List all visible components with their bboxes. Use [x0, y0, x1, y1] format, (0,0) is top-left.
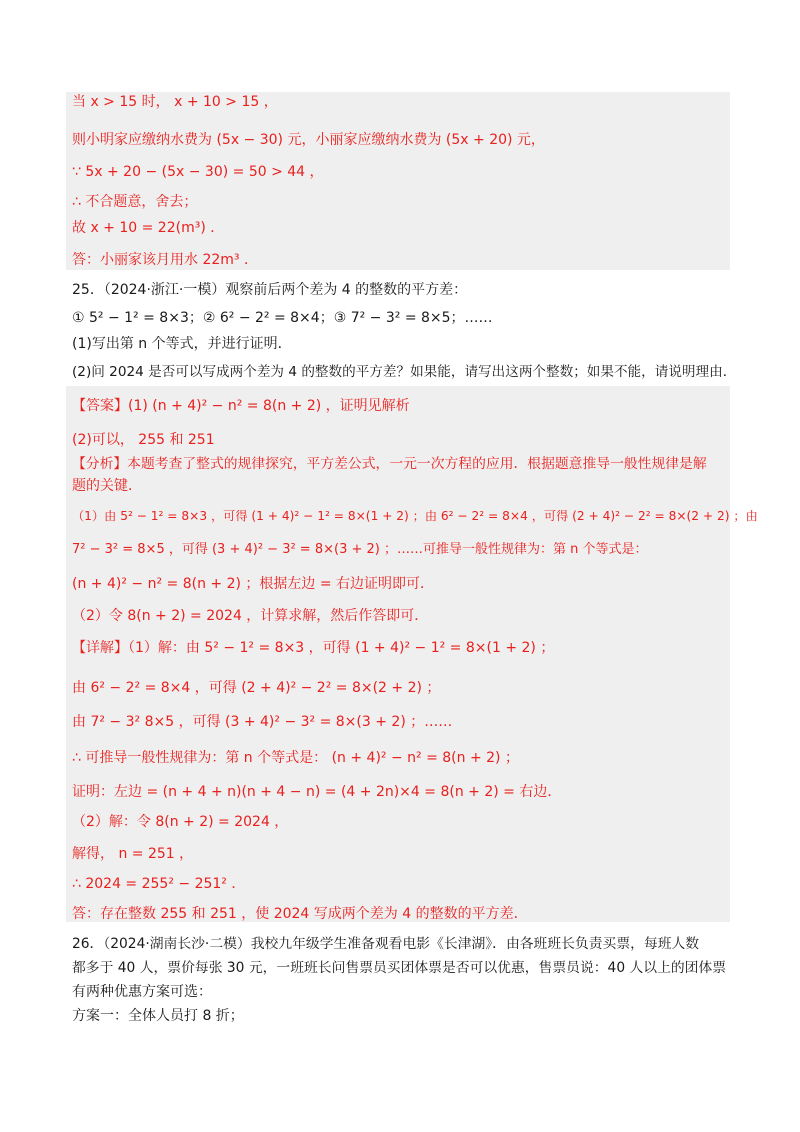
question-25-title: 25．（2024·浙江·一模）观察前后两个差为 4 的整数的平方差： — [72, 282, 468, 298]
question-26-line: 都多于 40 人，票价每张 30 元，一班班长问售票员买团体票是否可以优惠，售票员说：40 人以上的团体票 — [72, 960, 727, 976]
solution-answer: 答：小丽家该月用水 22m³ ． — [72, 252, 258, 268]
analysis-line: （2）令 8(n + 2) = 2024 ，计算求解，然后作答即可． — [72, 608, 429, 624]
solution-line: 故 x + 10 = 22(m³) ． — [72, 220, 225, 236]
solution-line: ∵ 5x + 20 − (5x − 30) = 50 > 44 ， — [72, 164, 324, 180]
analysis-line: (n + 4)² − n² = 8(n + 2) ；根据左边 = 右边证明即可． — [72, 576, 435, 592]
question-26-line: 26．（2024·湖南长沙·二模）我校九年级学生准备观看电影《长津湖》．由各班班长负责买票，每班人数 — [72, 936, 700, 952]
detail-line: ∴ 可推导一般性规律为：第 n 个等式是： (n + 4)² − n² = 8(n + 2) ； — [72, 750, 519, 766]
detail-line: 【详解】（1）解：由 5² − 1² = 8×3 ，可得 (1 + 4)² − 1² = 8×(1 + 2) ； — [72, 640, 555, 656]
detail-answer: 答：存在整数 255 和 251 ，使 2024 写成两个差为 4 的整数的平方差． — [72, 906, 528, 922]
solution-line: 则小明家应缴纳水费为 (5x − 30) 元，小丽家应缴纳水费为 (5x + 20) 元， — [72, 132, 545, 148]
analysis-line: 题的关键． — [72, 478, 142, 494]
question-26-line: 方案一：全体人员打 8 折； — [72, 1008, 244, 1024]
question-25-part2: (2)问 2024 是否可以写成两个差为 4 的整数的平方差？如果能，请写出这两个整数；如果不能，请说明理由． — [72, 364, 737, 380]
detail-line: 由 6² − 2² = 8×4 ，可得 (2 + 4)² − 2² = 8×(2 + 2) ； — [72, 680, 441, 696]
solution-line: ∴ 不合题意，舍去； — [72, 194, 198, 210]
detail-line: （2）解：令 8(n + 2) = 2024 ， — [72, 814, 289, 830]
question-26-line: 有两种优惠方案可选： — [72, 984, 212, 1000]
detail-line: 解得， n = 251 ， — [72, 846, 194, 862]
detail-line: 证明：左边 = (n + 4 + n)(n + 4 − n) = (4 + 2n)×4 = 8(n + 2) = 右边． — [72, 784, 562, 800]
analysis-line: 7² − 3² = 8×5 ，可得 (3 + 4)² − 3² = 8×(3 + 2) ；……可推导一般性规律为：第 n 个等式是： — [72, 542, 648, 557]
analysis-line: （1）由 5² − 1² = 8×3 ，可得 (1 + 4)² − 1² = 8×(1 + 2) ；由 6² − 2² = 8×4 ，可得 (2 + 4)² − 2² = 8×(2 + 2) ；由 — [72, 509, 758, 523]
answer-line: 【答案】(1) (n + 4)² − n² = 8(n + 2) ，证明见解析 — [72, 398, 410, 414]
question-25-part1: (1)写出第 n 个等式，并进行证明． — [72, 336, 292, 352]
answer-line: (2)可以， 255 和 251 — [72, 432, 215, 448]
solution-line: 当 x > 15 时， x + 10 > 15 ， — [72, 94, 278, 110]
detail-line: ∴ 2024 = 255² − 251² ． — [72, 876, 246, 892]
question-25-examples: ① 5² − 1² = 8×3；② 6² − 2² = 8×4；③ 7² − 3² = 8×5；…… — [72, 310, 493, 326]
analysis-line: 【分析】本题考查了整式的规律探究，平方差公式，一元一次方程的应用．根据题意推导一般性规律是解 — [72, 456, 707, 472]
detail-line: 由 7² − 3² 8×5 ，可得 (3 + 4)² − 3² = 8×(3 + 2) ；…… — [72, 714, 453, 730]
